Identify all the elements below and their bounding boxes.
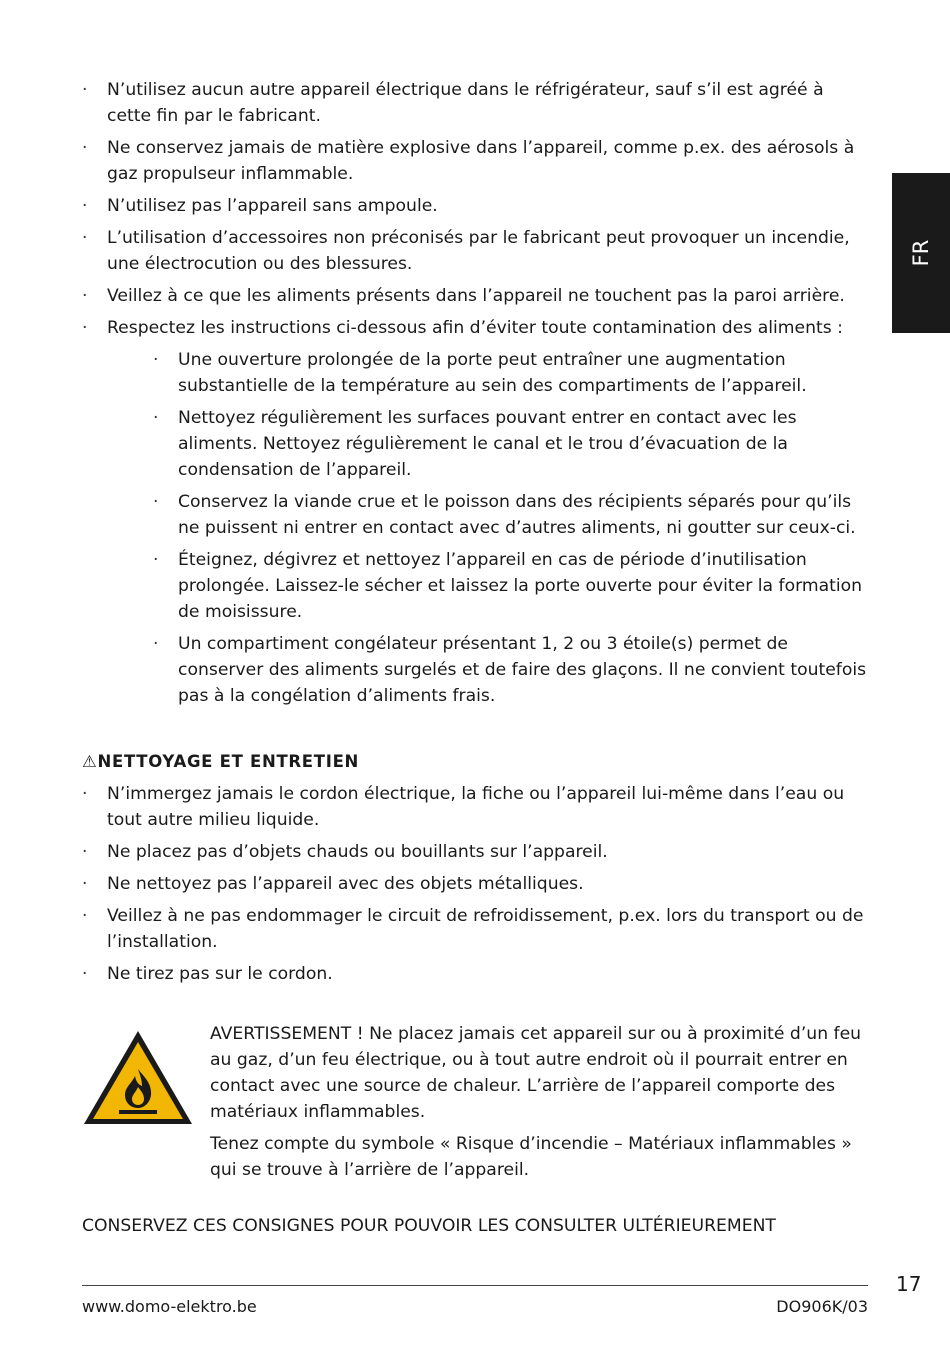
list-item: · N’utilisez aucun autre appareil électrique dans le réfrigérateur, sauf s’il est agréé à cette fin par le fabricant. <box>82 77 868 129</box>
list-item: · Ne nettoyez pas l’appareil avec des objets métalliques. <box>82 871 868 897</box>
list-item: · N’immergez jamais le cordon électrique, la fiche ou l’appareil lui-même dans l’eau ou tout autre milieu liquide. <box>82 781 868 833</box>
list-item: · Ne conservez jamais de matière explosive dans l’appareil, comme p.ex. des aérosols à gaz propulseur inflammable. <box>82 135 868 187</box>
list-item: · N’utilisez pas l’appareil sans ampoule. <box>82 193 868 219</box>
warning-paragraph: AVERTISSEMENT ! Ne placez jamais cet appareil sur ou à proximité d’un feu au gaz, d’un feu électrique, ou à tout autre endroit où il pourrait entrer en contact avec une source de chaleur. L’arrière de l’appareil comporte des matériaux inflammables. <box>210 1024 862 1122</box>
symbol-note-paragraph: Tenez compte du symbole « Risque d’incendie – Matériaux inflammables » qui se trouve à l’arrière de l’appareil. <box>210 1134 852 1180</box>
list-item: · Ne tirez pas sur le cordon. <box>82 961 868 987</box>
list-item: · Veillez à ne pas endommager le circuit de refroidissement, p.ex. lors du transport ou de l’installation. <box>82 903 868 955</box>
fire-warning-block <box>82 1021 868 1183</box>
page-number: 17 <box>896 1272 922 1296</box>
footer-model-number: DO906K/03 <box>776 1297 868 1316</box>
list-item: · Une ouverture prolongée de la porte peut entraîner une augmentation substantielle de la température au sein des compartiments de l’appareil. <box>153 347 868 399</box>
list-item: · Un compartiment congélateur présentant 1, 2 ou 3 étoile(s) permet de conserver des aliments surgelés et de faire des glaçons. Il ne convient toutefois pas à la congélation d’aliments frais. <box>153 631 868 709</box>
list-item: · Respectez les instructions ci-dessous afin d’éviter toute contamination des aliments : <box>82 315 868 341</box>
list-item: · Veillez à ce que les aliments présents dans l’appareil ne touchent pas la paroi arrière. <box>82 283 868 309</box>
page-content <box>82 77 868 1239</box>
contamination-sublist <box>153 347 868 709</box>
language-tab-label: FR <box>909 239 933 267</box>
list-item: · Conservez la viande crue et le poisson dans des récipients séparés pour qu’ils ne puissent ni entrer en contact avec d’autres aliments, ni goutter sur ceux-ci. <box>153 489 868 541</box>
section-title: ⚠NETTOYAGE ET ENTRETIEN <box>82 752 360 771</box>
list-item: · L’utilisation d’accessoires non préconisés par le fabricant peut provoquer un incendie, une électrocution ou des blessures. <box>82 225 868 277</box>
footer-website: www.domo-elektro.be <box>82 1297 257 1316</box>
keep-instructions-notice: CONSERVEZ CES CONSIGNES POUR POUVOIR LES CONSULTER ULTÉRIEUREMENT <box>82 1216 776 1236</box>
list-item: · Éteignez, dégivrez et nettoyez l’appareil en cas de période d’inutilisation prolongée. Laissez-le sécher et laissez la porte ouverte pour éviter la formation de moisissure. <box>153 547 868 625</box>
safety-list <box>82 77 868 341</box>
list-item: · Nettoyez régulièrement les surfaces pouvant entrer en contact avec les aliments. Nettoyez régulièrement le canal et le trou d’évacuation de la condensation de l’appareil. <box>153 405 868 483</box>
language-tab <box>892 173 950 333</box>
footer-divider <box>82 1285 868 1286</box>
list-item: · Ne placez pas d’objets chauds ou bouillants sur l’appareil. <box>82 839 868 865</box>
flammable-warning-icon <box>82 1029 194 1127</box>
cleaning-list <box>82 781 868 987</box>
